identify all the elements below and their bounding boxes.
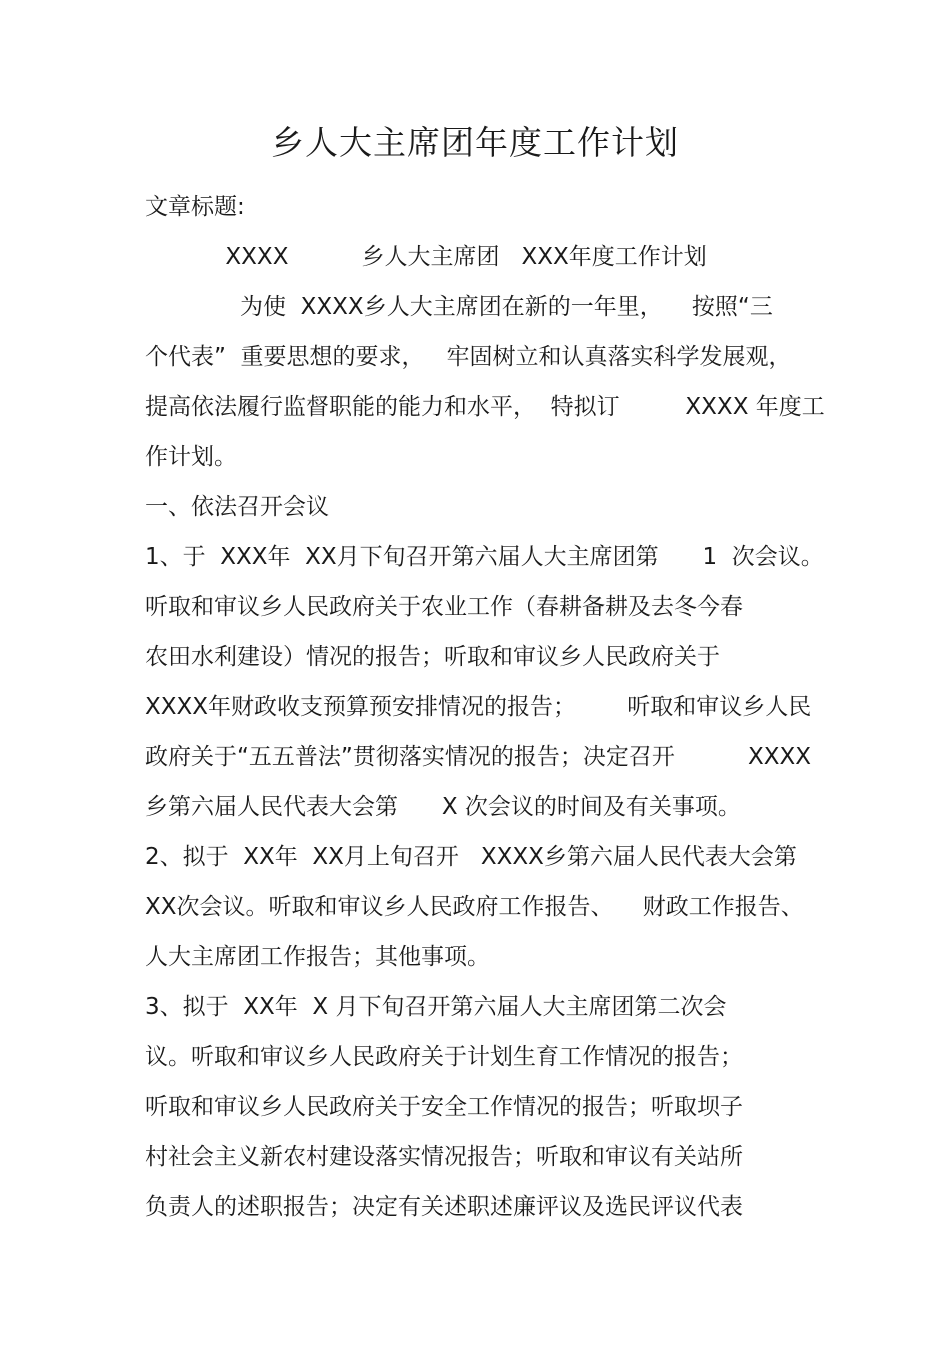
text-line: 农田水利建设）情况的报告；听取和审议乡人民政府关于	[145, 644, 720, 670]
text-line: 个代表” 重要思想的要求， 牢固树立和认真落实科学发展观，	[145, 344, 792, 370]
text-line: 负责人的述职报告；决定有关述职述廉评议及选民评议代表	[145, 1194, 743, 1220]
text-line: 听取和审议乡人民政府关于农业工作（春耕备耕及去冬今春	[145, 594, 743, 620]
text-line: 1、于 XXX年 XX月下旬召开第六届人大主席团第 1 次会议。	[145, 544, 824, 570]
text-line: 3、拟于 XX年 X 月下旬召开第六届人大主席团第二次会	[145, 994, 727, 1020]
text-line: 乡第六届人民代表大会第 X 次会议的时间及有关事项。	[145, 794, 741, 820]
text-line: 2、拟于 XX年 XX月上旬召开 XXXX乡第六届人民代表大会第	[145, 844, 797, 870]
text-line: 听取和审议乡人民政府关于安全工作情况的报告；听取坝子	[145, 1094, 743, 1120]
text-line: 作计划。	[145, 444, 237, 470]
text-line: 人大主席团工作报告；其他事项。	[145, 944, 490, 970]
text-line: XXXX年财政收支预算预安排情况的报告； 听取和审议乡人民	[145, 694, 812, 720]
text-line: 政府关于“五五普法”贯彻落实情况的报告；决定召开 XXXX	[145, 744, 811, 770]
document-title: 乡人大主席团年度工作计划	[271, 123, 679, 162]
text-line: 为使 XXXX乡人大主席团在新的一年里， 按照“三	[145, 294, 773, 320]
section-heading: 一、依法召开会议	[145, 494, 329, 520]
text-line: XX次会议。听取和审议乡人民政府工作报告、 财政工作报告、	[145, 894, 804, 920]
text-line: 议。听取和审议乡人民政府关于计划生育工作情况的报告；	[145, 1044, 743, 1070]
text-line: 村社会主义新农村建设落实情况报告；听取和审议有关站所	[145, 1144, 743, 1170]
text-line: 提高依法履行监督职能的能力和水平， 特拟订 XXXX 年度工	[145, 394, 825, 420]
text-line-subtitle: XXXX 乡人大主席团 XXX年度工作计划	[145, 244, 707, 270]
text-line-article-label: 文章标题:	[145, 194, 245, 220]
